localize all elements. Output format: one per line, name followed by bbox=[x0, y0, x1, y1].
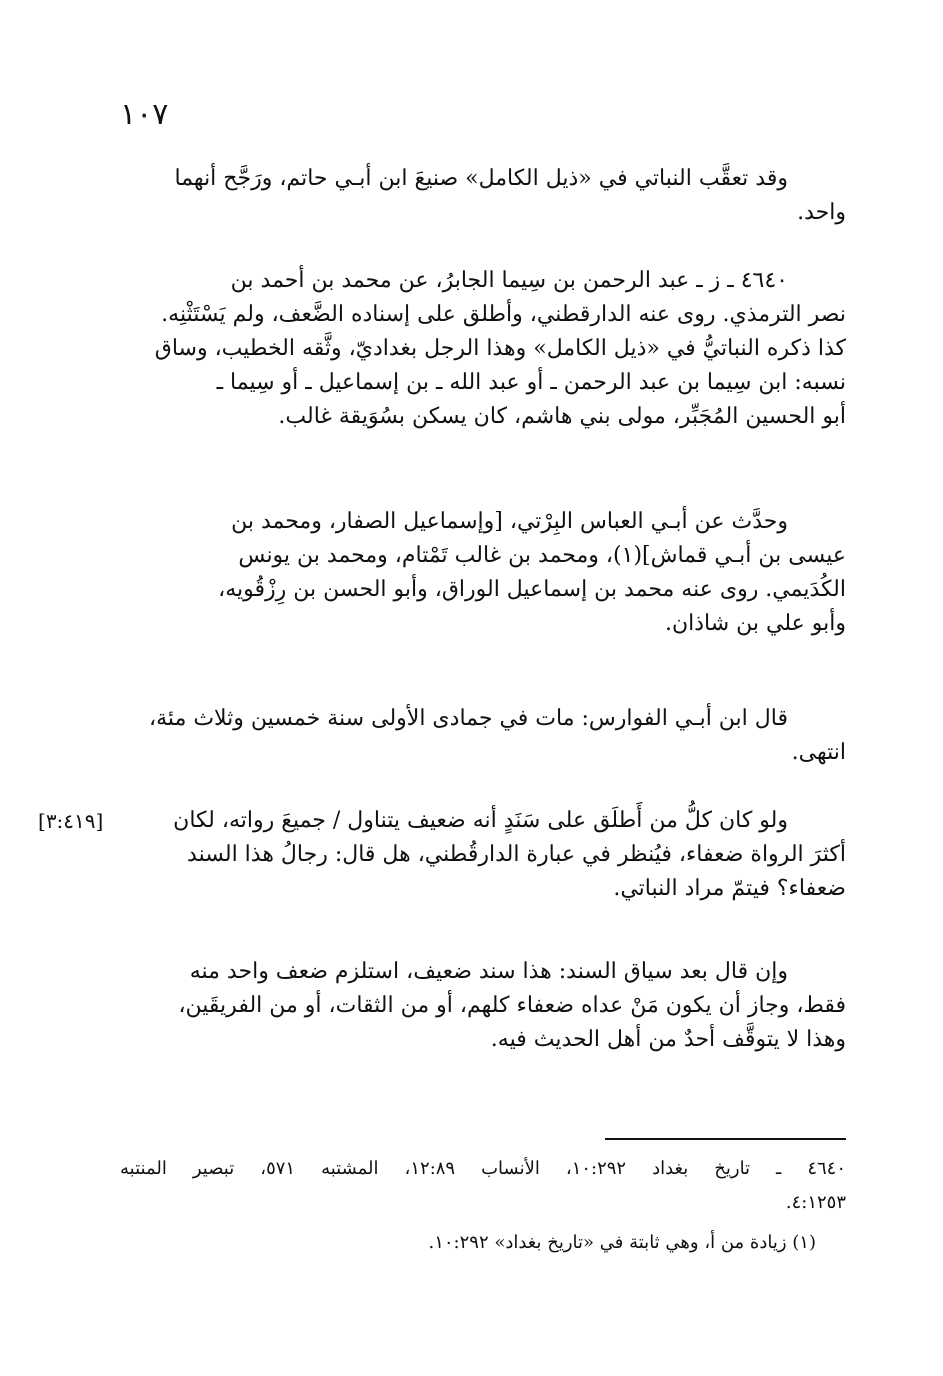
text-line: الكُدَيمي. روى عنه محمد بن إسماعيل الوراق، وأبو الحسن بن رِزْقُويه، bbox=[218, 577, 846, 602]
page-number: ١٠٧ bbox=[120, 97, 169, 132]
footnote-line: ٤:١٢٥٣. bbox=[785, 1192, 846, 1213]
text-line: وحدَّث عن أبـي العباس البِرْتي، [وإسماعيل الصفار، ومحمد بن bbox=[231, 509, 788, 534]
paragraph-conclusion bbox=[120, 955, 846, 1057]
text-line: وإن قال بعد سياق السند: هذا سند ضعيف، استلزم ضعف واحد منه bbox=[189, 959, 788, 984]
margin-reference: [٣:٤١٩] bbox=[38, 809, 104, 833]
text-line: وقد تعقَّب النباتي في «ذيل الكامل» صنيعَ ابن أبـي حاتم، ورَجَّح أنهما bbox=[174, 166, 788, 191]
text-line: كذا ذكره النباتيُّ في «ذيل الكامل» وهذا الرجل بغداديّ، وثَّقه الخطيب، وساق bbox=[154, 336, 846, 361]
footnotes bbox=[120, 1152, 846, 1260]
paragraph-narrators bbox=[120, 505, 846, 641]
text-line: ٤٦٤٠ ـ ز ـ عبد الرحمن بن سِيما الجابرُ، عن محمد بن أحمد بن bbox=[230, 268, 788, 293]
text-line: فقط، وجاز أن يكون مَنْ عداه ضعفاء كلهم، أو من الثقات، أو من الفريقَين، bbox=[178, 993, 846, 1018]
paragraph-intro bbox=[120, 162, 846, 230]
text-line: قال ابن أبـي الفوارس: مات في جمادى الأولى سنة خمسين وثلاث مئة، bbox=[149, 706, 788, 731]
text-line: أبو الحسين المُجَبِّر، مولى بني هاشم، كان يسكن بسُوَيقة غالب. bbox=[278, 404, 846, 429]
footnote-divider bbox=[605, 1138, 846, 1140]
text-line: وهذا لا يتوقَّف أحدٌ من أهل الحديث فيه. bbox=[490, 1027, 846, 1052]
text-line: ولو كان كلُّ من أَطلَق على سَنَدٍ أنه ضعيف يتناول / جميعَ رواته، لكان bbox=[173, 808, 788, 833]
text-line: انتهى. bbox=[791, 740, 846, 765]
footnote-line: ٤٦٤٠ ـ تاريخ بغداد ١٠:٢٩٢، الأنساب ١٢:٨٩، المشتبه ٥٧١، تبصير المنتبه bbox=[120, 1158, 846, 1179]
paragraph-weak-chain bbox=[120, 804, 846, 906]
text-line: واحد. bbox=[797, 200, 846, 225]
footnote-1: (١) زيادة من أ، وهي ثابتة في «تاريخ بغداد» ١٠:٢٩٢. bbox=[428, 1232, 816, 1253]
paragraph-death bbox=[120, 702, 846, 770]
text-line: نصر الترمذي. روى عنه الدارقطني، وأطلق على إسناده الضَّعف، ولم يَسْتَثْنِه. bbox=[161, 302, 846, 327]
footnote-sources bbox=[120, 1152, 846, 1220]
text-line: أكثرَ الرواة ضعفاء، فيُنظر في عبارة الدارقُطني، هل قال: رجالُ هذا السند bbox=[187, 842, 846, 867]
text-line: وأبو علي بن شاذان. bbox=[664, 611, 846, 636]
text-line: نسبه: ابن سِيما بن عبد الرحمن ـ أو عبد الله ـ بن إسماعيل ـ أو سِيما ـ bbox=[216, 370, 846, 395]
text-line: ضعفاء؟ فيتمّ مراد النباتي. bbox=[613, 876, 846, 901]
entry-4640 bbox=[120, 264, 846, 434]
text-line: عيسى بن أبـي قماش](١)، ومحمد بن غالب تَمْتام، ومحمد بن يونس bbox=[238, 543, 846, 568]
